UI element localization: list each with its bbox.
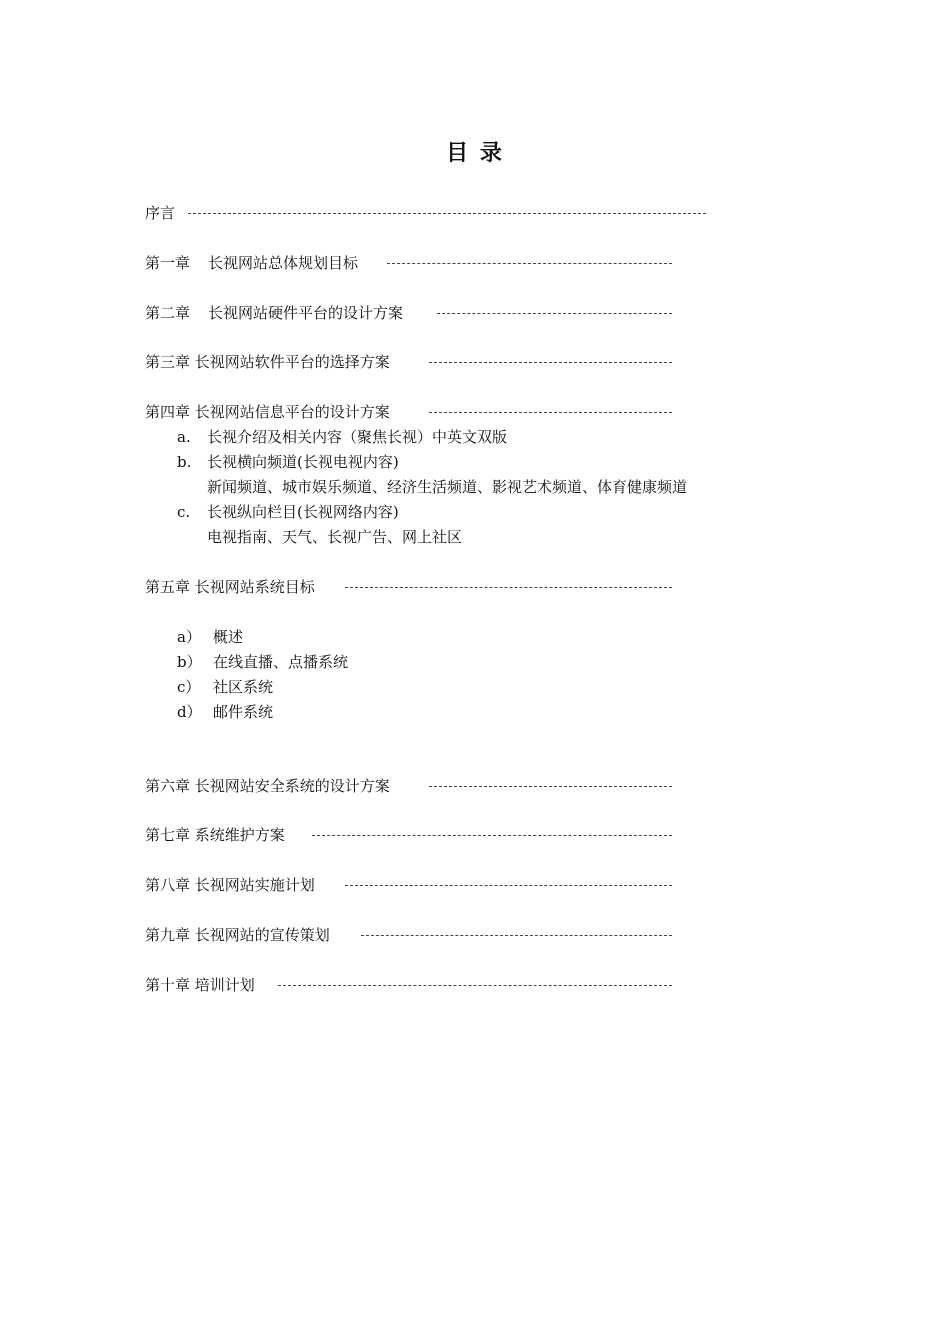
toc-entry-label: 第八章: [145, 876, 191, 894]
item-text: 概述: [213, 628, 244, 646]
chapter5-item-d[interactable]: [177, 702, 273, 722]
toc-entry-text: 长视网站实施计划: [194, 876, 315, 894]
toc-leader: [429, 786, 672, 787]
toc-leader: [361, 935, 672, 936]
toc-entry-chapter-9[interactable]: [145, 925, 330, 945]
toc-entry-chapter-7[interactable]: [145, 825, 285, 845]
chapter5-item-b[interactable]: [177, 652, 348, 672]
toc-entry-chapter-8[interactable]: [145, 875, 315, 895]
toc-entry-label: 第一章: [145, 254, 191, 272]
toc-leader: [345, 885, 672, 886]
item-text: 长视纵向栏目(长视网络内容): [207, 503, 399, 521]
toc-entry-text: 长视网站安全系统的设计方案: [194, 777, 390, 795]
toc-leader: [387, 263, 672, 264]
item-marker: b）: [177, 653, 202, 671]
toc-entry-chapter-10[interactable]: [145, 975, 255, 995]
toc-leader: [312, 835, 672, 836]
toc-entry-text: 长视网站的宣传策划: [194, 926, 330, 944]
item-marker: c.: [177, 503, 191, 521]
item-text: 长视横向频道(长视电视内容): [207, 453, 399, 471]
toc-entry-chapter-1[interactable]: [145, 253, 358, 273]
item-marker: a）: [177, 628, 201, 646]
item-text: 长视介绍及相关内容（聚焦长视）中英文双版: [207, 428, 508, 446]
toc-leader: [437, 313, 672, 314]
chapter4-item-c-detail: 电视指南、天气、长视广告、网上社区: [207, 528, 463, 546]
toc-entry-chapter-5[interactable]: [145, 577, 315, 597]
toc-entry-label: 第五章: [145, 578, 191, 596]
chapter4-item-a[interactable]: [177, 427, 507, 447]
toc-entry-label: 第四章: [145, 403, 191, 421]
toc-entry-chapter-2[interactable]: [145, 303, 403, 323]
toc-leader: [278, 985, 672, 986]
toc-leader: [188, 213, 706, 214]
item-text: 在线直播、点播系统: [213, 653, 349, 671]
item-marker: b.: [177, 453, 192, 471]
toc-entry-label: 第二章: [145, 304, 191, 322]
item-marker: d）: [177, 703, 202, 721]
toc-entry-preface[interactable]: [145, 203, 175, 223]
toc-entry-text: 长视网站硬件平台的设计方案: [208, 304, 404, 322]
toc-leader: [345, 587, 672, 588]
item-marker: a.: [177, 428, 191, 446]
toc-entry-chapter-6[interactable]: [145, 776, 390, 796]
toc-leader: [429, 362, 672, 363]
chapter5-item-a[interactable]: [177, 627, 243, 647]
toc-entry-label: 序言: [145, 204, 176, 222]
chapter4-item-c[interactable]: [177, 502, 399, 522]
chapter4-item-b-detail: 新闻频道、城市娱乐频道、经济生活频道、影视艺术频道、体育健康频道: [207, 478, 688, 496]
toc-entry-chapter-3[interactable]: [145, 352, 390, 372]
toc-entry-text: 培训计划: [194, 976, 255, 994]
toc-entry-label: 第六章: [145, 777, 191, 795]
toc-entry-label: 第七章: [145, 826, 191, 844]
toc-entry-text: 长视网站信息平台的设计方案: [194, 403, 390, 421]
toc-entry-text: 长视网站软件平台的选择方案: [194, 353, 390, 371]
toc-entry-chapter-4[interactable]: [145, 402, 390, 422]
toc-entry-text: 长视网站总体规划目标: [208, 254, 359, 272]
chapter4-item-b[interactable]: [177, 452, 399, 472]
item-text: 社区系统: [213, 678, 274, 696]
toc-title: 目 录: [446, 140, 504, 166]
toc-entry-label: 第九章: [145, 926, 191, 944]
item-marker: c）: [177, 678, 201, 696]
chapter5-item-c[interactable]: [177, 677, 273, 697]
toc-entry-label: 第三章: [145, 353, 191, 371]
toc-leader: [429, 412, 672, 413]
item-text: 邮件系统: [213, 703, 274, 721]
toc-entry-label: 第十章: [145, 976, 191, 994]
toc-entry-text: 长视网站系统目标: [194, 578, 315, 596]
toc-entry-text: 系统维护方案: [194, 826, 285, 844]
